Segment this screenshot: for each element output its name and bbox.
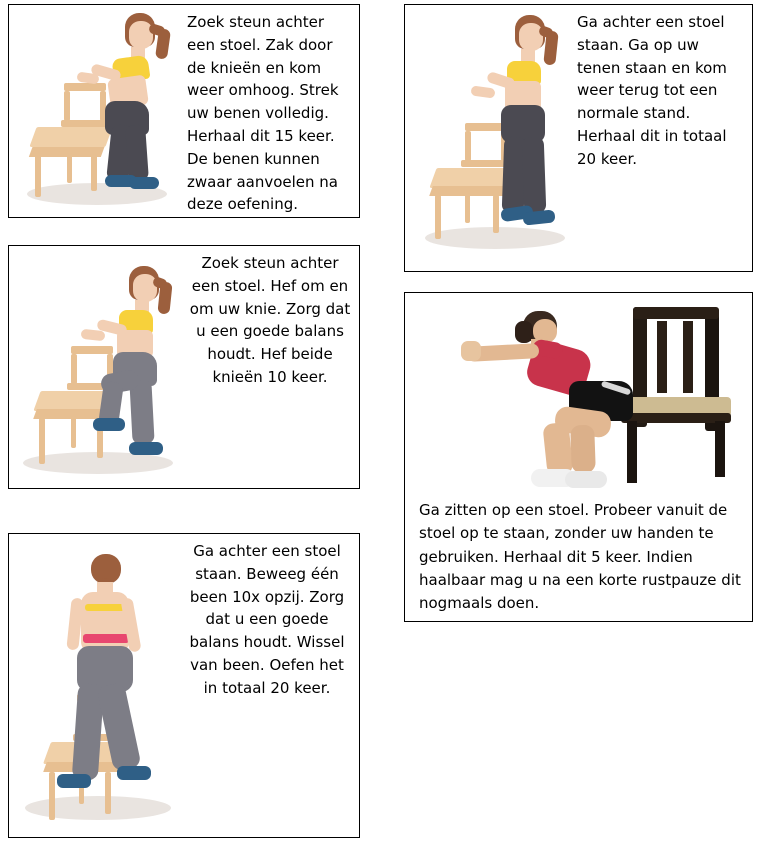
exercise-text-squat: Zoek steun achter een stoel. Zak door de knieën en kom weer omhoog. Strek uw benen volledig. Herhaal dit 15 keer. De benen kunnen zwaar aanvoelen na deze oefening. bbox=[187, 13, 339, 214]
illustration-squat-behind-chair bbox=[9, 5, 187, 217]
exercise-card-toe-stand bbox=[404, 4, 753, 272]
exercise-card-squat bbox=[8, 4, 360, 218]
exercise-card-leg-sideways bbox=[8, 533, 360, 838]
exercise-card-knee-lift bbox=[8, 245, 360, 489]
exercise-text-toe-stand: Ga achter een stoel staan. Ga op uw tenen staan en kom weer terug tot een normale stand. Herhaal dit in totaal 20 keer. bbox=[577, 13, 727, 168]
exercise-card-sit-to-stand bbox=[404, 292, 753, 622]
exercise-text-sit-to-stand: Ga zitten op een stoel. Probeer vanuit de stoel op te staan, zonder uw handen te gebruiken. Herhaal dit 5 keer. Indien haalbaar mag u na een korte rustpauze dit nogmaals doen. bbox=[419, 501, 741, 612]
illustration-knee-lift bbox=[9, 246, 187, 488]
illustration-toe-stand bbox=[405, 5, 577, 271]
exercise-text-knee-lift: Zoek steun achter een stoel. Hef om en om uw knie. Zorg dat u een goede balans houdt. Hef beide knieën 10 keer. bbox=[189, 254, 351, 386]
exercise-text-leg-sideways: Ga achter een stoel staan. Beweeg één been 10x opzij. Zorg dat u een goede balans houdt. Wissel van been. Oefen het in totaal 20 keer. bbox=[189, 542, 345, 697]
illustration-sit-to-stand bbox=[405, 293, 752, 493]
illustration-leg-sideways bbox=[9, 534, 181, 837]
